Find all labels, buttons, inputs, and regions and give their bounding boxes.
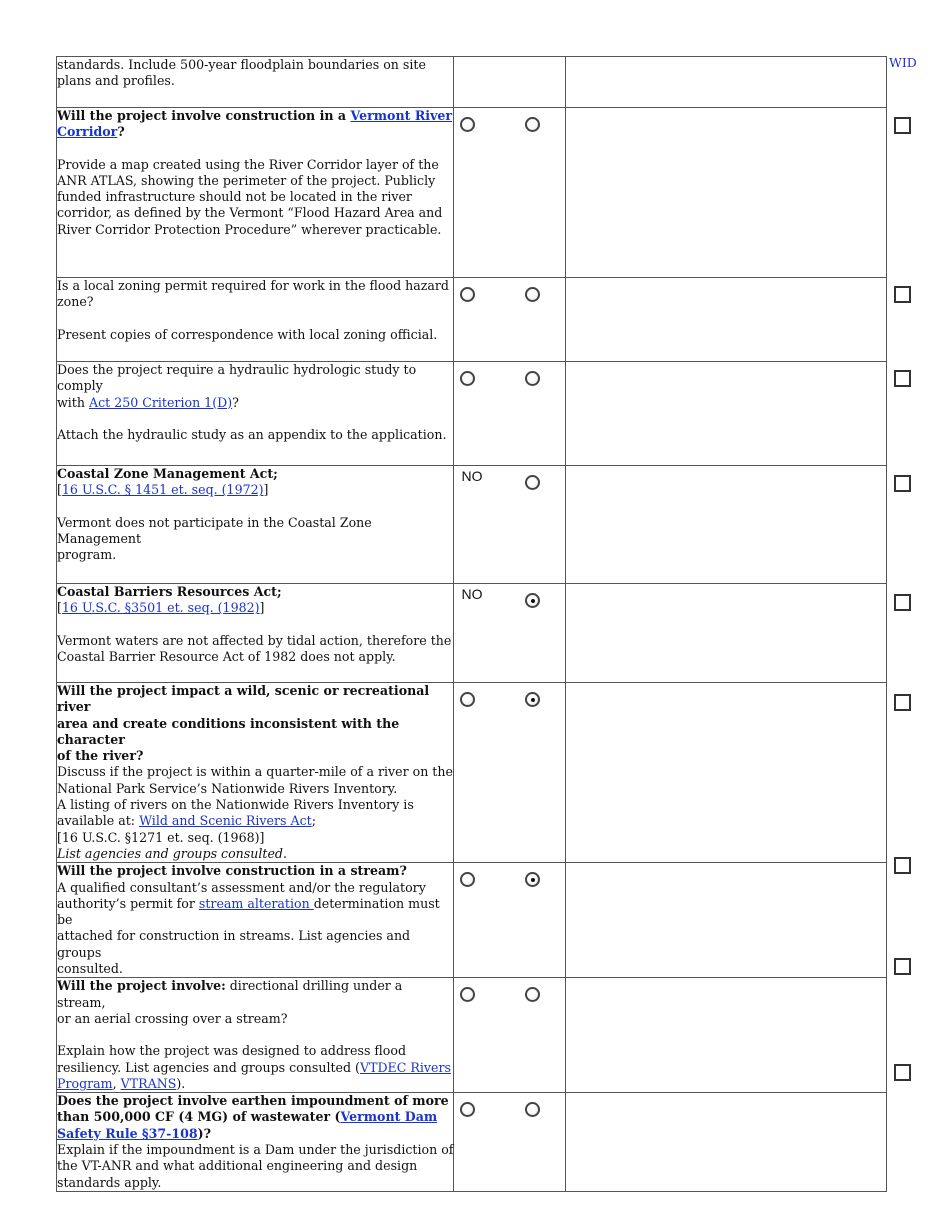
vtrans-link[interactable]: VTRANS — [120, 1075, 177, 1091]
question-text: Does the project involve earthen impoundment of more — [57, 1093, 449, 1109]
no-radio[interactable] — [525, 475, 540, 490]
table-row — [57, 278, 887, 362]
question-cell — [57, 978, 454, 1093]
vtdec-rivers-program-link[interactable]: VTDEC Rivers — [359, 1059, 451, 1075]
vermont-dam-safety-rule-link[interactable]: Vermont Dam — [340, 1109, 438, 1125]
text-line: available at: — [57, 813, 140, 829]
checklist-table — [56, 56, 887, 1192]
wid-checkbox[interactable] — [894, 694, 911, 711]
table-row — [57, 57, 887, 108]
text-line: Present copies of correspondence with local zoning official. — [57, 326, 438, 342]
yes-answer-text: NO — [461, 468, 483, 484]
question-text: or an aerial crossing over a stream? — [57, 1010, 288, 1026]
comment-cell[interactable] — [565, 362, 886, 466]
instruction-text: List agencies and groups consulted. — [57, 845, 287, 861]
citation-bracket: ] — [259, 600, 265, 616]
text-line: determination must be — [57, 895, 440, 928]
question-text: Is a local zoning permit required for work in the flood hazard — [57, 278, 449, 293]
table-row — [57, 584, 887, 683]
no-radio[interactable] — [525, 287, 540, 302]
yes-answer-text: NO — [461, 586, 483, 602]
yes-radio[interactable] — [460, 1102, 475, 1117]
text-line: Vermont waters are not affected by tidal action, therefore the — [57, 632, 452, 648]
text-line: standards apply. — [57, 1174, 162, 1190]
table-row — [57, 108, 887, 278]
question-cell — [57, 278, 454, 362]
question-cell — [57, 466, 454, 584]
answer-cell — [454, 584, 565, 683]
question-cell — [57, 584, 454, 683]
question-text: zone? — [57, 294, 94, 310]
comment-cell[interactable] — [565, 863, 886, 978]
wid-column-label: WID — [889, 55, 917, 70]
text-line: Explain how the project was designed to address flood — [57, 1043, 407, 1059]
question-text: Will the project involve: — [57, 978, 226, 994]
comment-cell[interactable] — [565, 1093, 886, 1192]
text-line: program. — [57, 547, 117, 563]
question-text: of the river? — [57, 748, 144, 764]
question-text: directional drilling under a stream, — [57, 978, 403, 1010]
question-text: Will the project involve construction in a stream? — [57, 863, 407, 879]
question-text: Does the project require a hydraulic hydrologic study to comply — [57, 362, 417, 394]
question-text: Will the project impact a wild, scenic or recreational river — [57, 683, 430, 715]
answer-cell — [454, 1093, 565, 1192]
text-line: ANR ATLAS, showing the perimeter of the project. Publicly — [57, 172, 436, 188]
no-radio[interactable] — [525, 371, 540, 386]
comment-cell[interactable] — [565, 978, 886, 1093]
text-line: the VT-ANR and what additional engineering and design — [57, 1158, 418, 1174]
question-cell — [57, 57, 454, 108]
yes-radio[interactable] — [460, 987, 475, 1002]
text-line: plans and profiles. — [57, 73, 175, 89]
question-text: Coastal Zone Management Act; — [57, 466, 278, 481]
vtdec-rivers-program-link[interactable]: Program — [57, 1075, 113, 1091]
stream-alteration-link[interactable]: stream alteration — [198, 895, 314, 911]
yes-radio[interactable] — [460, 692, 475, 707]
table-row — [57, 863, 887, 978]
text-line: ; — [311, 813, 316, 829]
answer-cell — [454, 362, 565, 466]
citation-bracket: [ — [57, 600, 62, 616]
no-radio[interactable] — [525, 987, 540, 1002]
question-cell — [57, 683, 454, 863]
citation-bracket: [ — [57, 482, 62, 498]
text-line: standards. Include 500-year floodplain boundaries on site — [57, 57, 426, 72]
citation-link[interactable]: 16 U.S.C. §3501 et. seq. (1982) — [61, 600, 260, 616]
table-row — [57, 466, 887, 584]
wild-scenic-rivers-act-link[interactable]: Wild and Scenic Rivers Act — [139, 813, 312, 829]
question-text: with — [57, 394, 89, 410]
yes-radio[interactable] — [460, 371, 475, 386]
yes-radio[interactable] — [460, 872, 475, 887]
yes-radio[interactable] — [460, 117, 475, 132]
no-radio[interactable] — [525, 872, 540, 887]
text-line: Attach the hydraulic study as an appendix to the application. — [57, 426, 447, 442]
wid-checkbox[interactable] — [894, 857, 911, 874]
yes-radio[interactable] — [460, 287, 475, 302]
question-text: Coastal Barriers Resources Act; — [57, 584, 282, 599]
no-radio[interactable] — [525, 692, 540, 707]
question-text: Will the project involve construction in a — [57, 108, 351, 123]
text-line: Provide a map created using the River Corridor layer of the — [57, 156, 439, 172]
text-line: funded infrastructure should not be located in the river — [57, 189, 412, 205]
text-line: authority’s permit for — [57, 895, 199, 911]
comment-cell[interactable] — [565, 466, 886, 584]
citation-text: [16 U.S.C. §1271 et. seq. (1968)] — [57, 829, 265, 845]
vermont-river-corridor-link[interactable]: Corridor — [57, 124, 118, 140]
no-radio[interactable] — [525, 1102, 540, 1117]
wid-checkbox[interactable] — [894, 1064, 911, 1081]
answer-cell — [454, 278, 565, 362]
text-line: ). — [176, 1075, 186, 1091]
text-line: resiliency. List agencies and groups consulted ( — [57, 1059, 360, 1075]
wid-checkbox[interactable] — [894, 958, 911, 975]
text-line: attached for construction in streams. List agencies and groups — [57, 928, 411, 960]
question-cell — [57, 1093, 454, 1192]
wid-checkbox[interactable] — [894, 594, 911, 611]
text-line: Vermont does not participate in the Coastal Zone Management — [57, 514, 372, 546]
question-text: than 500,000 CF (4 MG) of wastewater ( — [57, 1109, 341, 1125]
table-row — [57, 1093, 887, 1192]
table-row — [57, 362, 887, 466]
act-250-criterion-link[interactable]: Act 250 Criterion 1(D) — [88, 394, 233, 410]
text-line: River Corridor Protection Procedure” wherever practicable. — [57, 221, 442, 237]
citation-link[interactable]: 16 U.S.C. § 1451 et. seq. (1972) — [61, 482, 264, 498]
comment-cell[interactable] — [565, 108, 886, 278]
table-row — [57, 683, 887, 863]
question-text: ? — [232, 394, 239, 410]
answer-cell — [454, 978, 565, 1093]
question-text: area and create conditions inconsistent with the character — [57, 715, 400, 747]
question-cell — [57, 108, 454, 278]
wid-checkbox[interactable] — [894, 286, 911, 303]
wid-checkbox[interactable] — [894, 370, 911, 387]
vermont-river-corridor-link[interactable]: Vermont River — [350, 108, 453, 123]
answer-cell — [454, 108, 565, 278]
question-text: )? — [197, 1125, 211, 1141]
text-line: Coastal Barrier Resource Act of 1982 does not apply. — [57, 648, 396, 664]
text-line: A listing of rivers on the Nationwide Rivers Inventory is — [57, 797, 414, 813]
comment-cell[interactable] — [565, 584, 886, 683]
answer-cell — [454, 683, 565, 863]
citation-bracket: ] — [263, 482, 269, 498]
text-line: National Park Service’s Nationwide Rivers Inventory. — [57, 780, 398, 796]
text-line: , — [112, 1075, 121, 1091]
question-cell — [57, 863, 454, 978]
comment-cell[interactable] — [565, 278, 886, 362]
text-line: consulted. — [57, 961, 123, 977]
text-line: corridor, as defined by the Vermont “Flood Hazard Area and — [57, 205, 443, 221]
answer-cell — [454, 863, 565, 978]
answer-cell — [454, 466, 565, 584]
comment-cell[interactable] — [565, 683, 886, 863]
no-radio[interactable] — [525, 593, 540, 608]
question-text: ? — [117, 124, 125, 140]
vermont-dam-safety-rule-link[interactable]: Safety Rule §37-108 — [57, 1125, 198, 1141]
answer-cell — [454, 57, 565, 108]
no-radio[interactable] — [525, 117, 540, 132]
text-line: Discuss if the project is within a quarter-mile of a river on the — [57, 764, 453, 780]
comment-cell[interactable] — [565, 57, 886, 108]
text-line: Explain if the impoundment is a Dam under the jurisdiction of — [57, 1142, 454, 1158]
wid-checkbox[interactable] — [894, 117, 911, 134]
wid-checkbox[interactable] — [894, 475, 911, 492]
text-line: A qualified consultant’s assessment and/or the regulatory — [57, 879, 426, 895]
table-row — [57, 978, 887, 1093]
question-cell — [57, 362, 454, 466]
